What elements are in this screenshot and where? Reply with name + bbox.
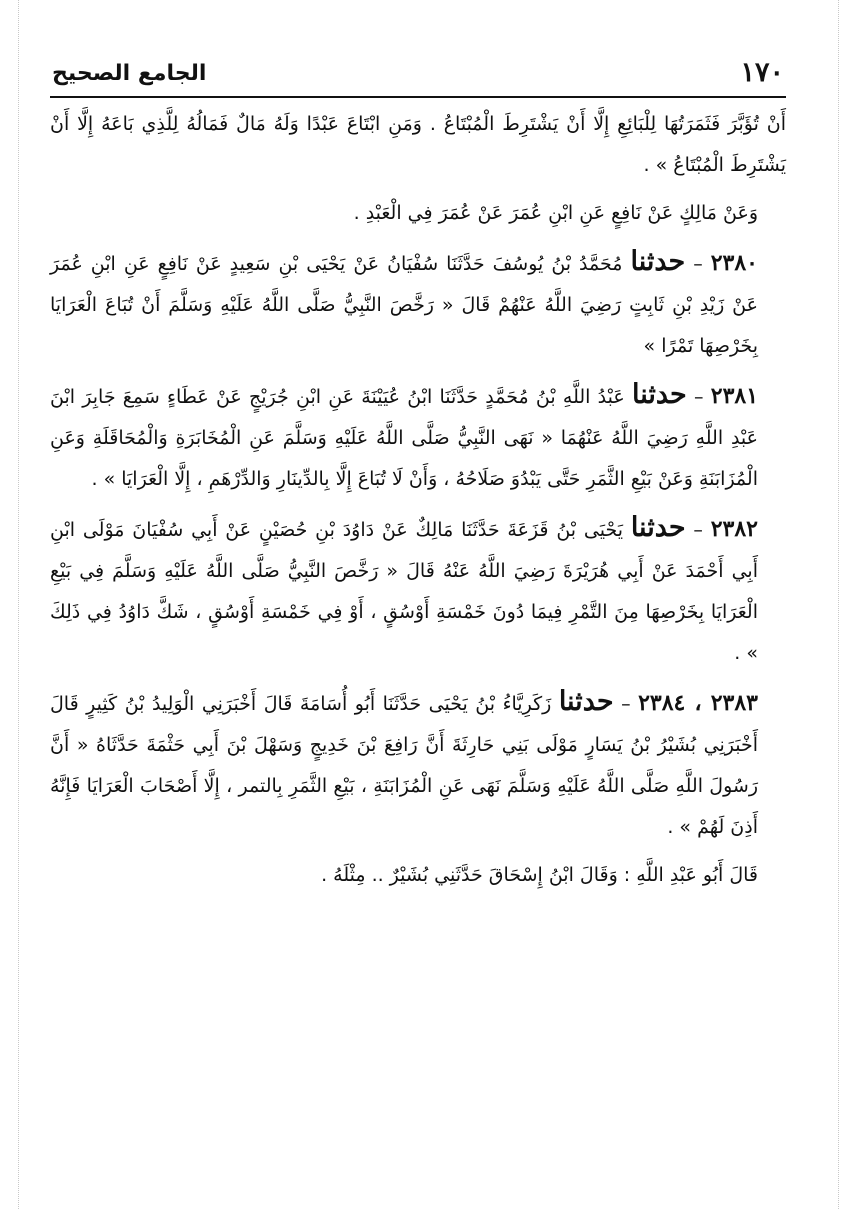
page-body [50,104,786,903]
paragraph-text: أَنْ تُؤَبَّرَ فَثَمَرَتُهَا لِلْبَائِعِ إِلَّا أَنْ يَشْتَرِطَ الْمُبْتَاعُ . وَمَنِ ابْتَاعَ عَبْدًا وَلَهُ مَالٌ فَمَالُهُ لِلَّذِي بَاعَهُ إِلَّا أَنْ يَشْتَرِطَ الْمُبْتَاعُ » . [50,113,786,176]
paragraph-text: وَعَنْ مَالِكٍ عَنْ نَافِعٍ عَنِ ابْنِ عُمَرَ عَنْ عُمَرَ فِي الْعَبْدِ . [353,202,758,224]
margin-dotted-guide [838,0,839,1209]
paragraph [50,193,786,234]
margin-dotted-guide [18,0,19,1209]
page-header [52,58,784,92]
paragraph [50,855,786,896]
paragraph-text: قَالَ أَبُو عَبْدِ اللَّهِ : وَقَالَ ابْنُ إِسْحَاقَ حَدَّثَنِي بُشَيْرٌ .. مِثْلَهُ . [321,864,758,886]
header-rule [50,96,786,98]
hadith-text: زَكَرِيَّاءُ بْنُ يَحْيَى حَدَّثَنَا أَبُو أُسَامَةَ قَالَ أَخْبَرَنِي الْوَلِيدُ بْنُ كَثِيرٍ قَالَ أَخْبَرَنِي بُشَيْرُ بْنُ يَسَارٍ مَوْلَى بَنِي حَارِثَةَ أَنَّ رَافِعَ بْنَ خَدِيجٍ وَسَهْلَ بْنَ أَبِي حَثْمَةَ حَدَّثَاهُ « أَنَّ رَسُولَ اللَّهِ صَلَّى اللَّهُ عَلَيْهِ وَسَلَّمَ نَهَى عَنِ الْمُزَابَنَةِ ، بَيْعِ الثَّمَرِ بِالتمر ، إِلَّا أَصْحَابَ الْعَرَايَا فَإِنَّهُ أَذِنَ لَهُمْ » . [50,693,758,838]
hadith-number: ٢٣٨١ [710,383,759,409]
hadith-entry: ٢٣٨١ – حدثنا عَبْدُ اللَّهِ بْنُ مُحَمَّدٍ حَدَّثَنَا ابْنُ عُيَيْنَةَ عَنِ ابْنِ جُرَيْجٍ عَنْ عَطَاءٍ سَمِعَ جَابِرَ ابْنَ عَبْدِ اللَّهِ رَضِيَ اللَّهُ عَنْهُمَا « نَهَى النَّبِيُّ صَلَّى اللَّهُ عَلَيْهِ وَسَلَّمَ عَنِ الْمُخَابَرَةِ وَالْمُحَاقَلَةِ وَعَنِ الْمُزَابَنَةِ وَعَنْ بَيْعِ الثَّمَرِ حَتَّى يَبْدُوَ صَلَاحُهُ ، وَأَنْ لَا تُبَاعَ إِلَّا بِالدِّينَارِ وَالدِّرْهَمِ ، إِلَّا الْعَرَايَا » . [50,379,759,490]
hadith-number: ٢٣٨٠ [710,250,758,276]
hadith-lead-word: حدثنا [630,246,686,277]
hadith-text: مُحَمَّدُ بْنُ يُوسُفَ حَدَّثَنَا سُفْيَانُ عَنْ يَحْيَى بْنِ سَعِيدٍ عَنْ نَافِعٍ عَنِ ابْنِ عُمَرَ عَنْ زَيْدِ بْنِ ثَابِتٍ رَضِيَ اللَّهُ عَنْهُمْ قَالَ « رَخَّصَ النَّبِيُّ صَلَّى اللَّهُ عَلَيْهِ وَسَلَّمَ أَنْ تُبَاعَ الْعَرَايَا بِخَرْصِهَا تَمْرًا » [50,253,758,357]
hadith-entry: ٢٣٨٣ ، ٢٣٨٤ – حدثنا زَكَرِيَّاءُ بْنُ يَحْيَى حَدَّثَنَا أَبُو أُسَامَةَ قَالَ أَخْبَرَنِي الْوَلِيدُ بْنُ كَثِيرٍ قَالَ أَخْبَرَنِي بُشَيْرُ بْنُ يَسَارٍ مَوْلَى بَنِي حَارِثَةَ أَنَّ رَافِعَ بْنَ خَدِيجٍ وَسَهْلَ بْنَ أَبِي حَثْمَةَ حَدَّثَاهُ « أَنَّ رَسُولَ اللَّهِ صَلَّى اللَّهُ عَلَيْهِ وَسَلَّمَ نَهَى عَنِ الْمُزَابَنَةِ ، بَيْعِ الثَّمَرِ بِالتمر ، إِلَّا أَصْحَابَ الْعَرَايَا فَإِنَّهُ أَذِنَ لَهُمْ » . [50,686,758,838]
page-number: ١٧٠ [740,57,784,88]
hadith-entry: ٢٣٨٢ – حدثنا يَحْيَى بْنُ قَزَعَةَ حَدَّثَنَا مَالِكٌ عَنْ دَاوُدَ بْنِ حُصَيْنٍ عَنْ أَبِي سُفْيَانَ مَوْلَى ابْنِ أَبِي أَحْمَدَ عَنْ أَبِي هُرَيْرَةَ رَضِيَ اللَّهُ عَنْهُ قَالَ « رَخَّصَ النَّبِيُّ صَلَّى اللَّهُ عَلَيْهِ وَسَلَّمَ فِي بَيْعِ الْعَرَايَا بِخَرْصِهَا مِنَ التَّمْرِ فِيمَا دُونَ خَمْسَةِ أَوْسُقٍ ، أَوْ فِي خَمْسَةِ أَوْسُقٍ ، شَكَّ دَاوُدُ فِي ذَلِكَ » . [50,512,758,664]
hadith-number: ٢٣٨٣ ، ٢٣٨٤ [638,690,758,716]
running-title: الجامع الصحيح [52,61,207,86]
hadith-text: يَحْيَى بْنُ قَزَعَةَ حَدَّثَنَا مَالِكٌ عَنْ دَاوُدَ بْنِ حُصَيْنٍ عَنْ أَبِي سُفْيَانَ مَوْلَى ابْنِ أَبِي أَحْمَدَ عَنْ أَبِي هُرَيْرَةَ رَضِيَ اللَّهُ عَنْهُ قَالَ « رَخَّصَ النَّبِيُّ صَلَّى اللَّهُ عَلَيْهِ وَسَلَّمَ فِي بَيْعِ الْعَرَايَا بِخَرْصِهَا مِنَ التَّمْرِ فِيمَا دُونَ خَمْسَةِ أَوْسُقٍ ، أَوْ فِي خَمْسَةِ أَوْسُقٍ ، شَكَّ دَاوُدُ فِي ذَلِكَ » . [50,519,758,664]
hadith-lead-word: حدثنا [630,512,686,543]
hadith-number: ٢٣٨٢ [710,516,758,542]
paragraph [50,104,786,186]
hadith-lead-word: حدثنا [558,686,614,717]
hadith-text: عَبْدُ اللَّهِ بْنُ مُحَمَّدٍ حَدَّثَنَا ابْنُ عُيَيْنَةَ عَنِ ابْنِ جُرَيْجٍ عَنْ عَطَاءٍ سَمِعَ جَابِرَ ابْنَ عَبْدِ اللَّهِ رَضِيَ اللَّهُ عَنْهُمَا « نَهَى النَّبِيُّ صَلَّى اللَّهُ عَلَيْهِ وَسَلَّمَ عَنِ الْمُخَابَرَةِ وَالْمُحَاقَلَةِ وَعَنِ الْمُزَابَنَةِ وَعَنْ بَيْعِ الثَّمَرِ حَتَّى يَبْدُوَ صَلَاحُهُ ، وَأَنْ لَا تُبَاعَ إِلَّا بِالدِّينَارِ وَالدِّرْهَمِ ، إِلَّا الْعَرَايَا » . [50,386,758,490]
hadith-lead-word: حدثنا [631,379,687,410]
hadith-entry: ٢٣٨٠ – حدثنا مُحَمَّدُ بْنُ يُوسُفَ حَدَّثَنَا سُفْيَانُ عَنْ يَحْيَى بْنِ سَعِيدٍ عَنْ نَافِعٍ عَنِ ابْنِ عُمَرَ عَنْ زَيْدِ بْنِ ثَابِتٍ رَضِيَ اللَّهُ عَنْهُمْ قَالَ « رَخَّصَ النَّبِيُّ صَلَّى اللَّهُ عَلَيْهِ وَسَلَّمَ أَنْ تُبَاعَ الْعَرَايَا بِخَرْصِهَا تَمْرًا » [50,246,758,357]
